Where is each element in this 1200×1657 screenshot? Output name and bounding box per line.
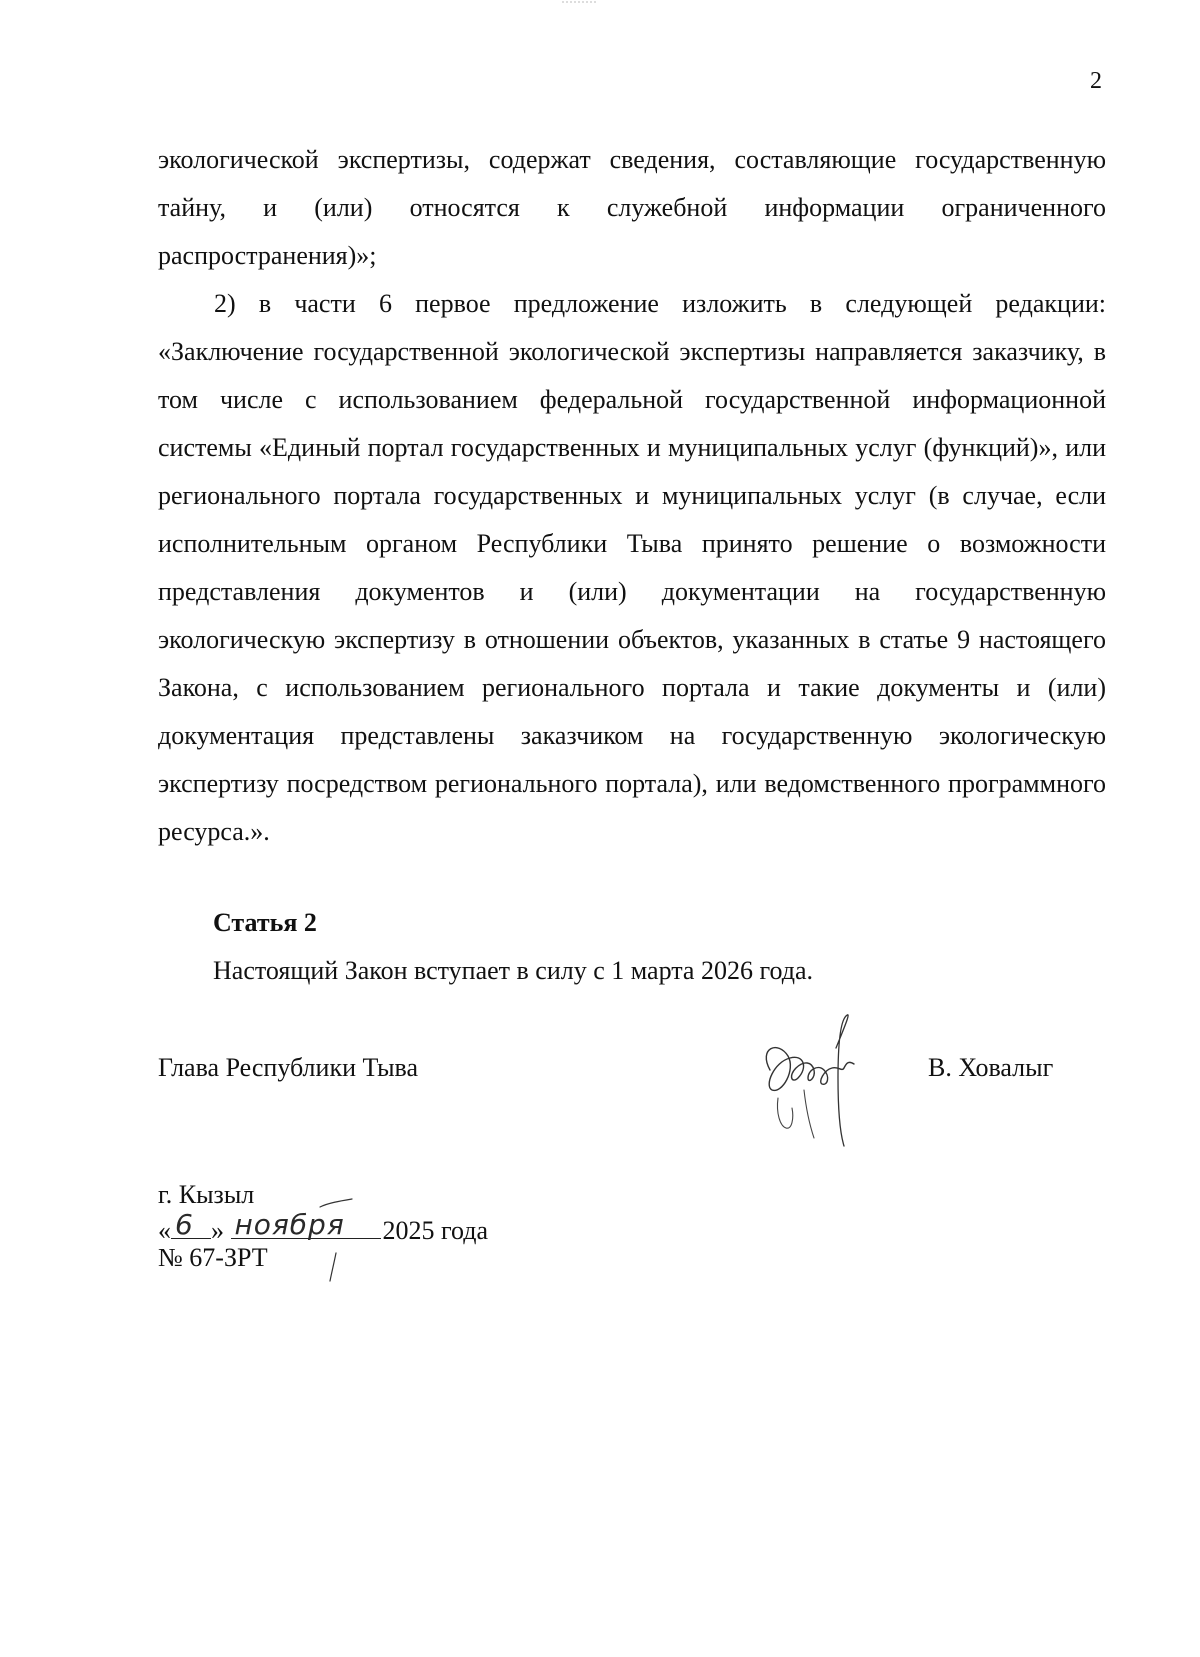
date-month-handwritten: ноября	[234, 1208, 345, 1241]
scan-artifact-mark	[560, 0, 600, 6]
page-number: 2	[1090, 68, 1102, 94]
date-open-quote: «	[158, 1216, 171, 1245]
law-number: № 67-ЗРТ	[158, 1243, 268, 1272]
handwritten-signature	[748, 1008, 878, 1158]
signatory-name: В. Ховалыг	[928, 1053, 1054, 1082]
signatory-position: Глава Республики Тыва	[158, 1053, 419, 1082]
date-day-blank	[171, 1208, 211, 1241]
city-of-signing: г. Кызыл	[158, 1180, 255, 1209]
paragraph-continuation: экологической экспертизы, содержат сведения, составляющие государственную тайну, и (или) относятся к служебной информации ограниченного распространения)»;	[158, 145, 1106, 270]
paragraph-item-2: 2) в части 6 первое предложение изложить в следующей редакции: «Заключение государственной экологической экспертизы направляется заказчику, в том числе с использованием федеральной государственной информационной системы «Единый портал государственных и муниципальных услуг (функций)», или регионального портала государственных и муниципальных услуг (в случае, если исполнительным органом Республики Тыва принято решение о возможности представления документов и (или) документации на государственную экологическую экспертизу в отношении объектов, указанных в статье 9 настоящего Закона, с использованием регионального портала и такие документы и (или) документация представлены заказчиком на государственную экологическую экспертизу посредством регионального портала), или ведомственного программного ресурса.».	[158, 289, 1106, 846]
date-close-quote: »	[211, 1216, 224, 1245]
date-year: 2025 года	[382, 1216, 489, 1245]
article-text: Настоящий Закон вступает в силу с 1 марта 2026 года.	[213, 956, 813, 985]
article-title: Статья 2	[213, 908, 317, 937]
date-handwritten-stroke	[300, 1195, 360, 1285]
date-day-handwritten: 6	[175, 1208, 194, 1241]
